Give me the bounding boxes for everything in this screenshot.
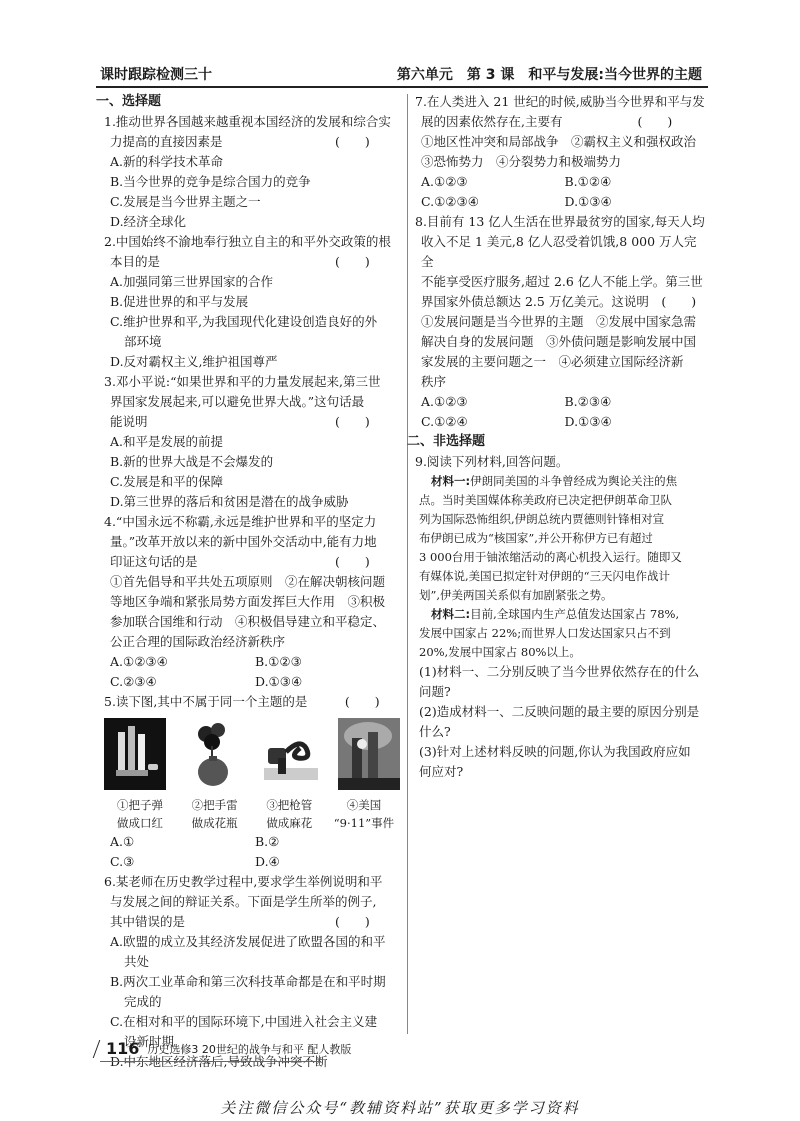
option-b: B.①②④ [564,174,612,189]
question-stem: 印证这句话的是 ( ) [110,554,370,569]
option-a: A.① [110,834,135,849]
material-1-line: 布伊朗已成为“核国家”,并公开称伊方已有超过 [419,531,653,545]
statement-list: ①地区性冲突和局部战争 ②霸权主义和强权政治 [421,134,697,149]
caption-3: ③把枪管 [266,798,313,812]
sub-question-1-cont: 问题? [419,684,451,699]
question-stem: 界国家发展起来,可以避免世界大战。”这句话最 [110,394,365,409]
option-d: D.④ [255,854,280,869]
question-stem: 3.邓小平说:“如果世界和平的力量发展起来,第三世 [104,374,381,389]
option-c: C.维护世界和平,为我国现代化建设创造良好的外 [110,314,378,329]
watermark-text: 关注微信公众号“教辅资料站”获取更多学习资料 [220,1099,580,1117]
option-a-cont: 共处 [124,954,150,969]
page-footer [96,1039,351,1058]
header-rule [96,86,708,88]
section-heading-choice: 一、选择题 [96,94,162,109]
section-heading-non-choice: 二、非选择题 [407,434,486,449]
material-1-label: 材料一: [431,474,471,488]
twin-towers-image [338,718,400,790]
option-c: C.②③④ [110,674,157,689]
question-8 [415,212,708,432]
option-row [415,392,708,412]
statement-list: 等地区争端和紧张局势方面发挥巨大作用 ③积极 [110,594,386,609]
material-2-line: 发展中国家占 22%;而世界人口发达国家只占不到 [419,626,671,640]
book-title: 历史选修3 20世纪的战争与和平 配人教版 [147,1042,352,1056]
question-stem: 力提高的直接因素是 ( ) [110,134,370,149]
option-a: A.①②③ [421,174,468,189]
question-stem: 与发展之间的辩证关系。下面是学生所举的例子, [110,894,377,909]
question-4 [104,512,400,692]
bullet-lipstick-image [104,718,166,790]
question-1 [104,112,400,232]
sub-question-3: (3)针对上述材料反映的问题,你认为我国政府应如 [419,744,691,759]
page-number: 116 [106,1039,140,1058]
option-d: D.中东地区经济落后,导致战争冲突不断 [110,1054,328,1069]
option-a: A.和平是发展的前提 [110,434,224,449]
statement-list: 秩序 [421,374,447,389]
column-divider [407,94,408,1034]
material-2-label: 材料二: [431,607,471,621]
header-right-title: 第六单元 第 3 课 和平与发展:当今世界的主题 [396,67,702,83]
sub-question-3-cont: 何应对? [419,764,464,779]
option-b: B.①②③ [255,654,302,669]
knotted-gun-image [260,718,322,790]
question-stem: 7.在人类进入 21 世纪的时候,威胁当今世界和平与发 [415,94,705,109]
caption-row [104,814,400,832]
material-1-line: 3 000台用于铀浓缩活动的离心机投入运行。随即又 [419,550,682,564]
option-b-cont: 完成的 [124,994,162,1009]
option-d: D.第三世界的落后和贫困是潜在的战争威胁 [110,494,349,509]
statement-list: 公正合理的国际政治经济新秩序 [110,634,286,649]
footer-bracket [93,1040,102,1058]
option-c: C.③ [110,854,135,869]
option-c: C.发展是和平的保障 [110,474,224,489]
sub-question-1: (1)材料一、二分别反映了当今世界依然存在的什么 [419,664,700,679]
option-b: B.当今世界的竞争是综合国力的竞争 [110,174,311,189]
caption-3-cont: 做成麻花 [266,816,313,830]
material-2-line: 目前,全球国内生产总值发达国家占 78%, [470,607,680,621]
question-stem: 收入不足 1 美元,8 亿人忍受着饥饿,8 000 万人完全 [421,234,697,269]
option-a: A.新的科学技术革命 [110,154,224,169]
question-stem: 展的因素依然存在,主要有 ( ) [421,114,673,129]
option-row [104,652,400,672]
question-stem: 界国家外债总额达 2.5 万亿美元。这说明 ( ) [421,294,697,309]
option-a: A.①②③④ [110,654,168,669]
question-stem: 本目的是 ( ) [110,254,370,269]
question-stem: 5.读下图,其中不属于同一个主题的是 ( ) [104,694,380,709]
right-column [407,92,708,782]
option-c: C.在相对和平的国际环境下,中国进入社会主义建 [110,1014,378,1029]
question-stem: 1.推动世界各国越来越重视本国经济的发展和综合实 [104,114,391,129]
grenade-vase-image [182,718,244,790]
caption-4: ④美国 [346,798,382,812]
sub-question-2: (2)造成材料一、二反映问题的最主要的原因分别是 [419,704,700,719]
option-row [104,852,400,872]
material-1-line: 划”,伊美两国关系似有加剧紧张之势。 [419,588,613,602]
option-row [415,172,708,192]
material-1 [415,472,708,491]
material-1-line: 伊朗同美国的斗争曾经成为舆论关注的焦 [470,474,678,488]
option-d: D.①③④ [564,194,612,209]
option-c: C.①②③④ [421,194,479,209]
question-5 [104,692,400,872]
question-9 [415,452,708,782]
question-stem: 9.阅读下列材料,回答问题。 [415,454,569,469]
option-d: D.反对霸权主义,维护祖国尊严 [110,354,278,369]
option-c: C.①②④ [421,414,468,429]
material-1-line: 有媒体说,美国已拟定针对伊朗的“三天闪电作战计 [419,569,671,583]
option-c-cont: 部环境 [124,334,162,349]
question-stem: 4.“中国永远不称霸,永远是维护世界和平的坚定力 [104,514,377,529]
caption-1-cont: 做成口红 [117,816,163,830]
question-7 [415,92,708,212]
material-2-line: 20%,发展中国家占 80%以上。 [419,645,581,659]
caption-row [104,796,400,814]
option-a: A.加强同第三世界国家的合作 [110,274,274,289]
caption-2-cont: 做成花瓶 [191,816,238,830]
option-row [104,672,400,692]
option-b: B.② [255,834,280,849]
option-row [104,832,400,852]
sub-question-2-cont: 什么? [419,724,451,739]
statement-list: 家发展的主要问题之一 ④必须建立国际经济新 [421,354,684,369]
material-1-line: 列为国际恐怖组织,伊朗总统内贾德则针锋相对宣 [419,512,665,526]
header-left-title: 课时跟踪检测三十 [100,67,212,83]
statement-list: ①发展问题是当今世界的主题 ②发展中国家急需 [421,314,697,329]
caption-2: ②把手雷 [191,798,238,812]
option-row [415,412,708,432]
question-stem: 2.中国始终不渝地奉行独立自主的和平外交政策的根 [104,234,391,249]
option-d: D.①③④ [255,674,303,689]
statement-list: ①首先倡导和平共处五项原则 ②在解决朝核问题 [110,574,386,589]
statement-list: 解决自身的发展问题 ③外债问题是影响发展中国 [421,334,697,349]
option-d: D.经济全球化 [110,214,187,229]
question-stem: 能说明 ( ) [110,414,370,429]
option-b: B.两次工业革命和第三次科技革命都是在和平时期 [110,974,386,989]
option-d: D.①③④ [564,414,612,429]
material-1-line: 点。当时美国媒体称美政府已决定把伊朗革命卫队 [419,493,672,507]
question-stem: 8.目前有 13 亿人生活在世界最贫穷的国家,每天人均 [415,214,705,229]
material-2 [415,605,708,624]
question-2 [104,232,400,372]
question-stem: 不能享受医疗服务,超过 2.6 亿人不能上学。第三世 [421,274,703,289]
question-stem: 6.某老师在历史教学过程中,要求学生举例说明和平 [104,874,383,889]
question-stem: 量。”改革开放以来的新中国外交活动中,能有力地 [110,534,377,549]
question-stem: 其中错误的是 ( ) [110,914,370,929]
option-c: C.发展是当今世界主题之一 [110,194,261,209]
option-c-cont: 设新时期 [124,1034,175,1049]
footer-rule [100,1061,320,1062]
option-b: B.新的世界大战是不会爆发的 [110,454,274,469]
option-a: A.①②③ [421,394,468,409]
left-column [96,92,400,1072]
caption-1: ①把子弹 [117,798,163,812]
option-a: A.欧盟的成立及其经济发展促进了欧盟各国的和平 [110,934,386,949]
statement-list: 参加联合国维和行动 ④积极倡导建立和平稳定、 [110,614,386,629]
option-b: B.②③④ [564,394,612,409]
option-row [415,192,708,212]
question-3 [104,372,400,512]
statement-list: ③恐怖势力 ④分裂势力和极端势力 [421,154,622,169]
option-b: B.促进世界的和平与发展 [110,294,249,309]
image-row [104,718,400,794]
caption-4-cont: “9·11”事件 [333,816,395,830]
